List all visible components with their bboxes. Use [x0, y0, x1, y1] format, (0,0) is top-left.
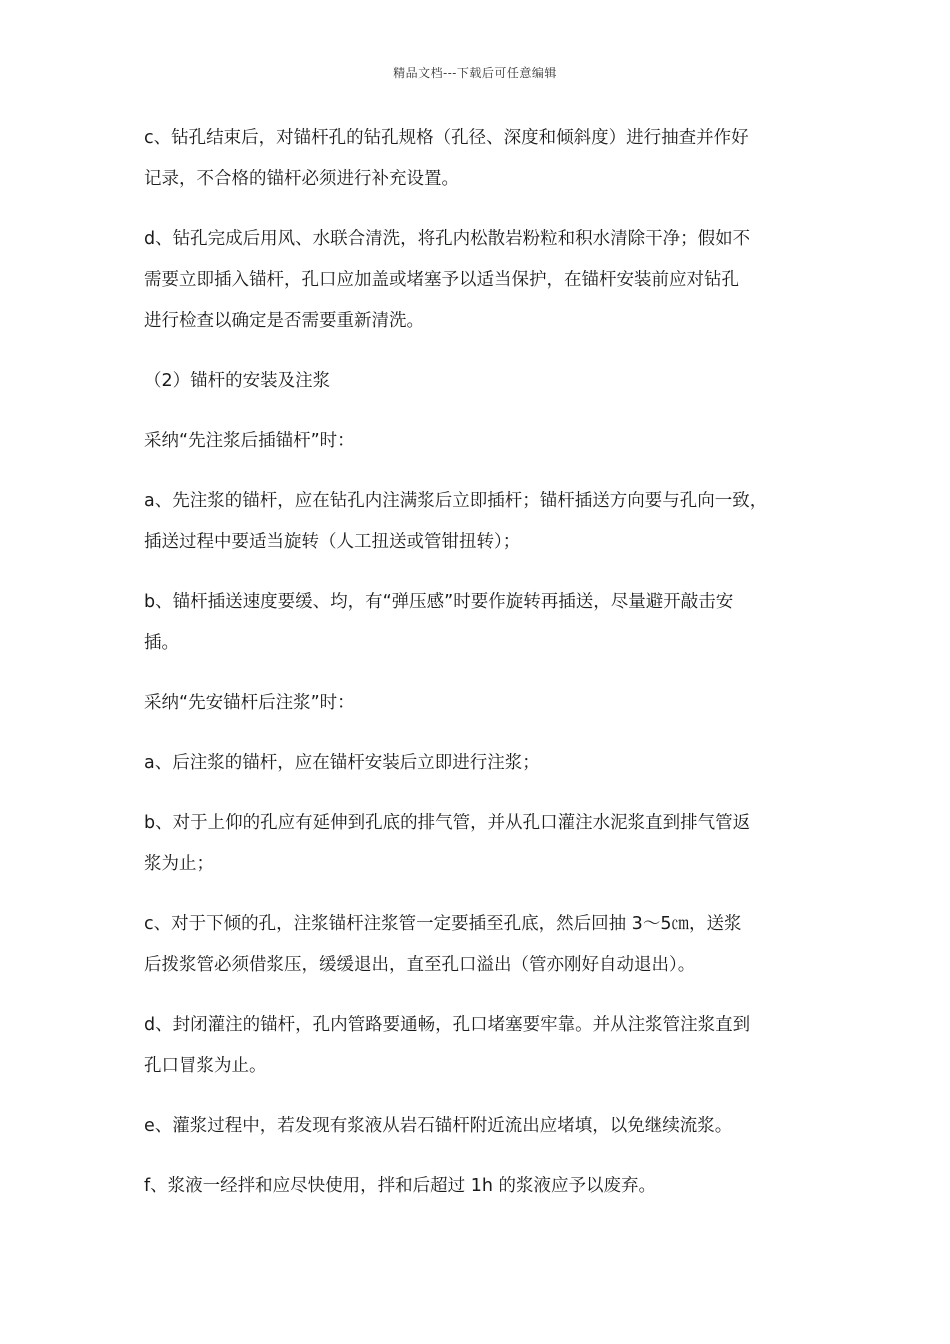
document-body	[144, 118, 820, 1226]
paragraph-d-sealed-grouting	[144, 1005, 820, 1087]
text-line: f、浆液一经拌和应尽快使用，拌和后超过 1h 的浆液应予以废弃。	[144, 1176, 657, 1196]
text-line: 进行检查以确定是否需要重新清洗。	[144, 311, 424, 331]
text-line: d、钻孔完成后用风、水联合清洗，将孔内松散岩粉粒和积水清除干净；假如不	[144, 229, 751, 249]
text-line: 插。	[144, 633, 179, 653]
paragraph-b-upward-hole	[144, 803, 820, 885]
subheading-grout-first	[144, 421, 820, 462]
paragraph-c-drilling-check	[144, 118, 820, 200]
text-line: d、封闭灌注的锚杆，孔内管路要通畅，孔口堵塞要牢靠。并从注浆管注浆直到	[144, 1015, 751, 1035]
text-line: 采纳“先安锚杆后注浆”时：	[144, 693, 355, 713]
paragraph-f-grout-usage	[144, 1166, 820, 1207]
text-line: 记录，不合格的锚杆必须进行补充设置。	[144, 169, 459, 189]
text-line: 孔口冒浆为止。	[144, 1056, 267, 1076]
text-line: 后拨浆管必须借浆压，缓缓退出，直至孔口溢出（管亦刚好自动退出）。	[144, 955, 696, 975]
text-line: 浆为止；	[144, 854, 214, 874]
text-line: c、钻孔结束后，对锚杆孔的钻孔规格（孔径、深度和倾斜度）进行抽查并作好	[144, 128, 749, 148]
subheading-anchor-first	[144, 683, 820, 724]
text-line: e、灌浆过程中，若发现有浆液从岩石锚杆附近流出应堵填，以免继续流浆。	[144, 1116, 733, 1136]
paragraph-d-hole-cleaning	[144, 219, 820, 342]
text-line: a、后注浆的锚杆，应在锚杆安装后立即进行注浆；	[144, 753, 540, 773]
text-line: 需要立即插入锚杆，孔口应加盖或堵塞予以适当保护，在锚杆安装前应对钻孔	[144, 270, 739, 290]
text-line: a、先注浆的锚杆，应在钻孔内注满浆后立即插杆；锚杆插送方向要与孔向一致，	[144, 491, 768, 511]
text-line: b、对于上仰的孔应有延伸到孔底的排气管，并从孔口灌注水泥浆直到排气管返	[144, 813, 751, 833]
paragraph-a-post-grouting	[144, 743, 820, 784]
paragraph-a-grout-first	[144, 481, 820, 563]
page-header: 精品文档---下载后可任意编辑	[393, 66, 557, 80]
paragraph-c-downward-hole	[144, 904, 820, 986]
text-line: （2）锚杆的安装及注浆	[144, 371, 331, 391]
text-line: 插送过程中要适当旋转（人工扭送或管钳扭转）；	[144, 532, 521, 552]
text-line: 采纳“先注浆后插锚杆”时：	[144, 431, 355, 451]
paragraph-e-leak-handling	[144, 1106, 820, 1147]
section-heading-anchor-install	[144, 361, 820, 402]
paragraph-b-insert-speed	[144, 582, 820, 664]
text-line: c、对于下倾的孔，注浆锚杆注浆管一定要插至孔底，然后回抽 3～5㎝，送浆	[144, 914, 742, 934]
text-line: b、锚杆插送速度要缓、均，有“弹压感”时要作旋转再插送，尽量避开敲击安	[144, 592, 734, 612]
